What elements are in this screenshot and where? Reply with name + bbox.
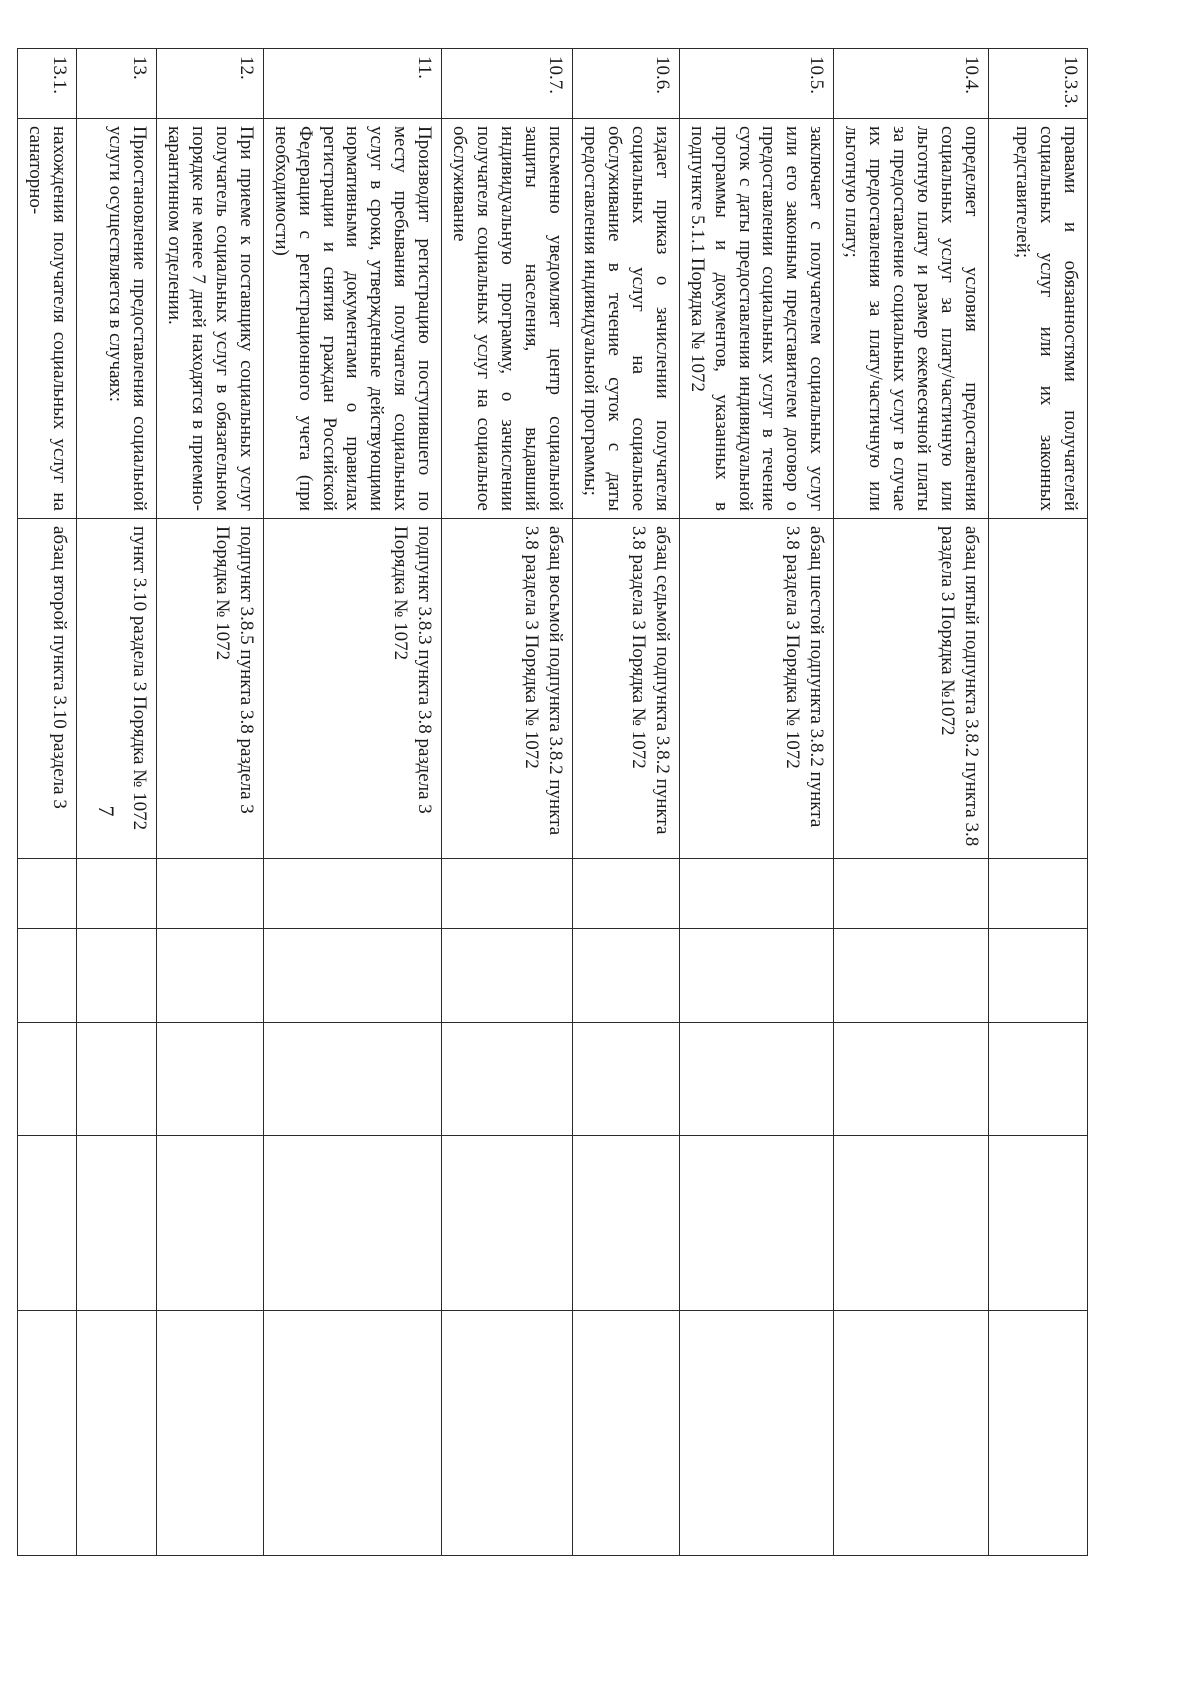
table-row (442, 49, 573, 1556)
table-row (834, 49, 989, 1556)
row-number: 10.6. (573, 49, 680, 119)
empty-cell (18, 929, 77, 1023)
page-number: 7 (94, 805, 119, 817)
empty-cell (679, 1311, 834, 1556)
empty-cell (77, 1311, 157, 1556)
row-number: 10.3.3. (989, 49, 1088, 119)
empty-cell (442, 1311, 573, 1556)
empty-cell (157, 1136, 264, 1311)
checklist-table-wrapper (25, 48, 1088, 1555)
empty-cell (834, 929, 989, 1023)
empty-cell (157, 1311, 264, 1556)
empty-cell (263, 1023, 442, 1136)
legal-reference (989, 519, 1088, 859)
empty-cell (263, 1311, 442, 1556)
empty-cell (77, 1023, 157, 1136)
empty-cell (989, 1311, 1088, 1556)
requirement-text: Приостановление предоставления социальной услуги осуществляется в случаях: (77, 119, 157, 519)
empty-cell (77, 1136, 157, 1311)
empty-cell (157, 859, 264, 929)
empty-cell (679, 929, 834, 1023)
empty-cell (834, 1023, 989, 1136)
legal-reference: подпункт 3.8.5 пункта 3.8 раздела 3 Порядка № 1072 (157, 519, 264, 859)
empty-cell (679, 1023, 834, 1136)
requirement-text: определяет условия предоставления социальных услуг за плату/частичную или льготную плату и размер ежемесячной платы за предоставление социальных услуг в случае их предоставления за плату/частичную или льготную плату; (834, 119, 989, 519)
empty-cell (77, 929, 157, 1023)
row-number: 13.1. (18, 49, 77, 119)
empty-cell (573, 859, 680, 929)
row-number: 10.5. (679, 49, 834, 119)
row-number: 11. (263, 49, 442, 119)
empty-cell (834, 1136, 989, 1311)
empty-cell (442, 1136, 573, 1311)
empty-cell (834, 1311, 989, 1556)
empty-cell (989, 929, 1088, 1023)
empty-cell (18, 1023, 77, 1136)
requirement-text: письменно уведомляет центр социальной защиты населения, выдавший индивидуальную программу, о зачислении получателя социальных услуг на социальное обслуживание (442, 119, 573, 519)
row-number: 10.7. (442, 49, 573, 119)
table-row (573, 49, 680, 1556)
empty-cell (573, 1023, 680, 1136)
table-row (77, 49, 157, 1556)
empty-cell (679, 859, 834, 929)
requirement-text: заключает с получателем социальных услуг или его законным представителем договор о предоставлении социальных услуг в течение суток с даты предоставления индивидуальной программы и документов, указанных в подпункте 5.1.1 Порядка № 1072 (679, 119, 834, 519)
requirement-text: правами и обязанностями получателей социальных услуг или их законных представителей; (989, 119, 1088, 519)
empty-cell (834, 859, 989, 929)
row-number: 10.4. (834, 49, 989, 119)
empty-cell (573, 929, 680, 1023)
empty-cell (989, 859, 1088, 929)
table-row (18, 49, 77, 1556)
legal-reference: подпункт 3.8.3 пункта 3.8 раздела 3 Порядка № 1072 (263, 519, 442, 859)
empty-cell (989, 1023, 1088, 1136)
table-row (989, 49, 1088, 1556)
table-row (679, 49, 834, 1556)
empty-cell (157, 1023, 264, 1136)
empty-cell (263, 1136, 442, 1311)
empty-cell (263, 859, 442, 929)
table-row (157, 49, 264, 1556)
empty-cell (18, 859, 77, 929)
empty-cell (442, 1023, 573, 1136)
legal-reference: абзац шестой подпункта 3.8.2 пункта 3.8 раздела 3 Порядка № 1072 (679, 519, 834, 859)
empty-cell (679, 1136, 834, 1311)
table-row (263, 49, 442, 1556)
empty-cell (989, 1136, 1088, 1311)
empty-cell (77, 859, 157, 929)
empty-cell (573, 1136, 680, 1311)
empty-cell (263, 929, 442, 1023)
empty-cell (442, 859, 573, 929)
empty-cell (442, 929, 573, 1023)
requirement-text: При приеме к поставщику социальных услуг получатель социальных услуг в обязательном порядке не менее 7 дней находятся в приемно-карантинном отделении. (157, 119, 264, 519)
legal-reference: абзац восьмой подпункта 3.8.2 пункта 3.8 раздела 3 Порядка № 1072 (442, 519, 573, 859)
row-number: 12. (157, 49, 264, 119)
row-number: 13. (77, 49, 157, 119)
requirement-text: издает приказ о зачислении получателя социальных услуг на социальное обслуживание в течение суток с даты предоставления индивидуальной программы; (573, 119, 680, 519)
empty-cell (18, 1311, 77, 1556)
legal-reference: абзац седьмой подпункта 3.8.2 пункта 3.8 раздела 3 Порядка № 1072 (573, 519, 680, 859)
empty-cell (573, 1311, 680, 1556)
requirement-text: нахождения получателя социальных услуг на санаторно- (18, 119, 77, 519)
legal-reference: абзац второй пункта 3.10 раздела 3 (18, 519, 77, 859)
legal-reference: пункт 3.10 раздела 3 Порядка № 1072 (77, 519, 157, 859)
empty-cell (157, 929, 264, 1023)
empty-cell (18, 1136, 77, 1311)
legal-reference: абзац пятый подпункта 3.8.2 пункта 3.8 раздела 3 Порядка №1072 (834, 519, 989, 859)
requirement-text: Производит регистрацию поступившего по месту пребывания получателя социальных услуг в сроки, утвержденные действующими нормативными документами о правилах регистрации и снятия граждан Российской Федерации с регистрационного учета (при необходимости) (263, 119, 442, 519)
checklist-table (17, 48, 1088, 1556)
